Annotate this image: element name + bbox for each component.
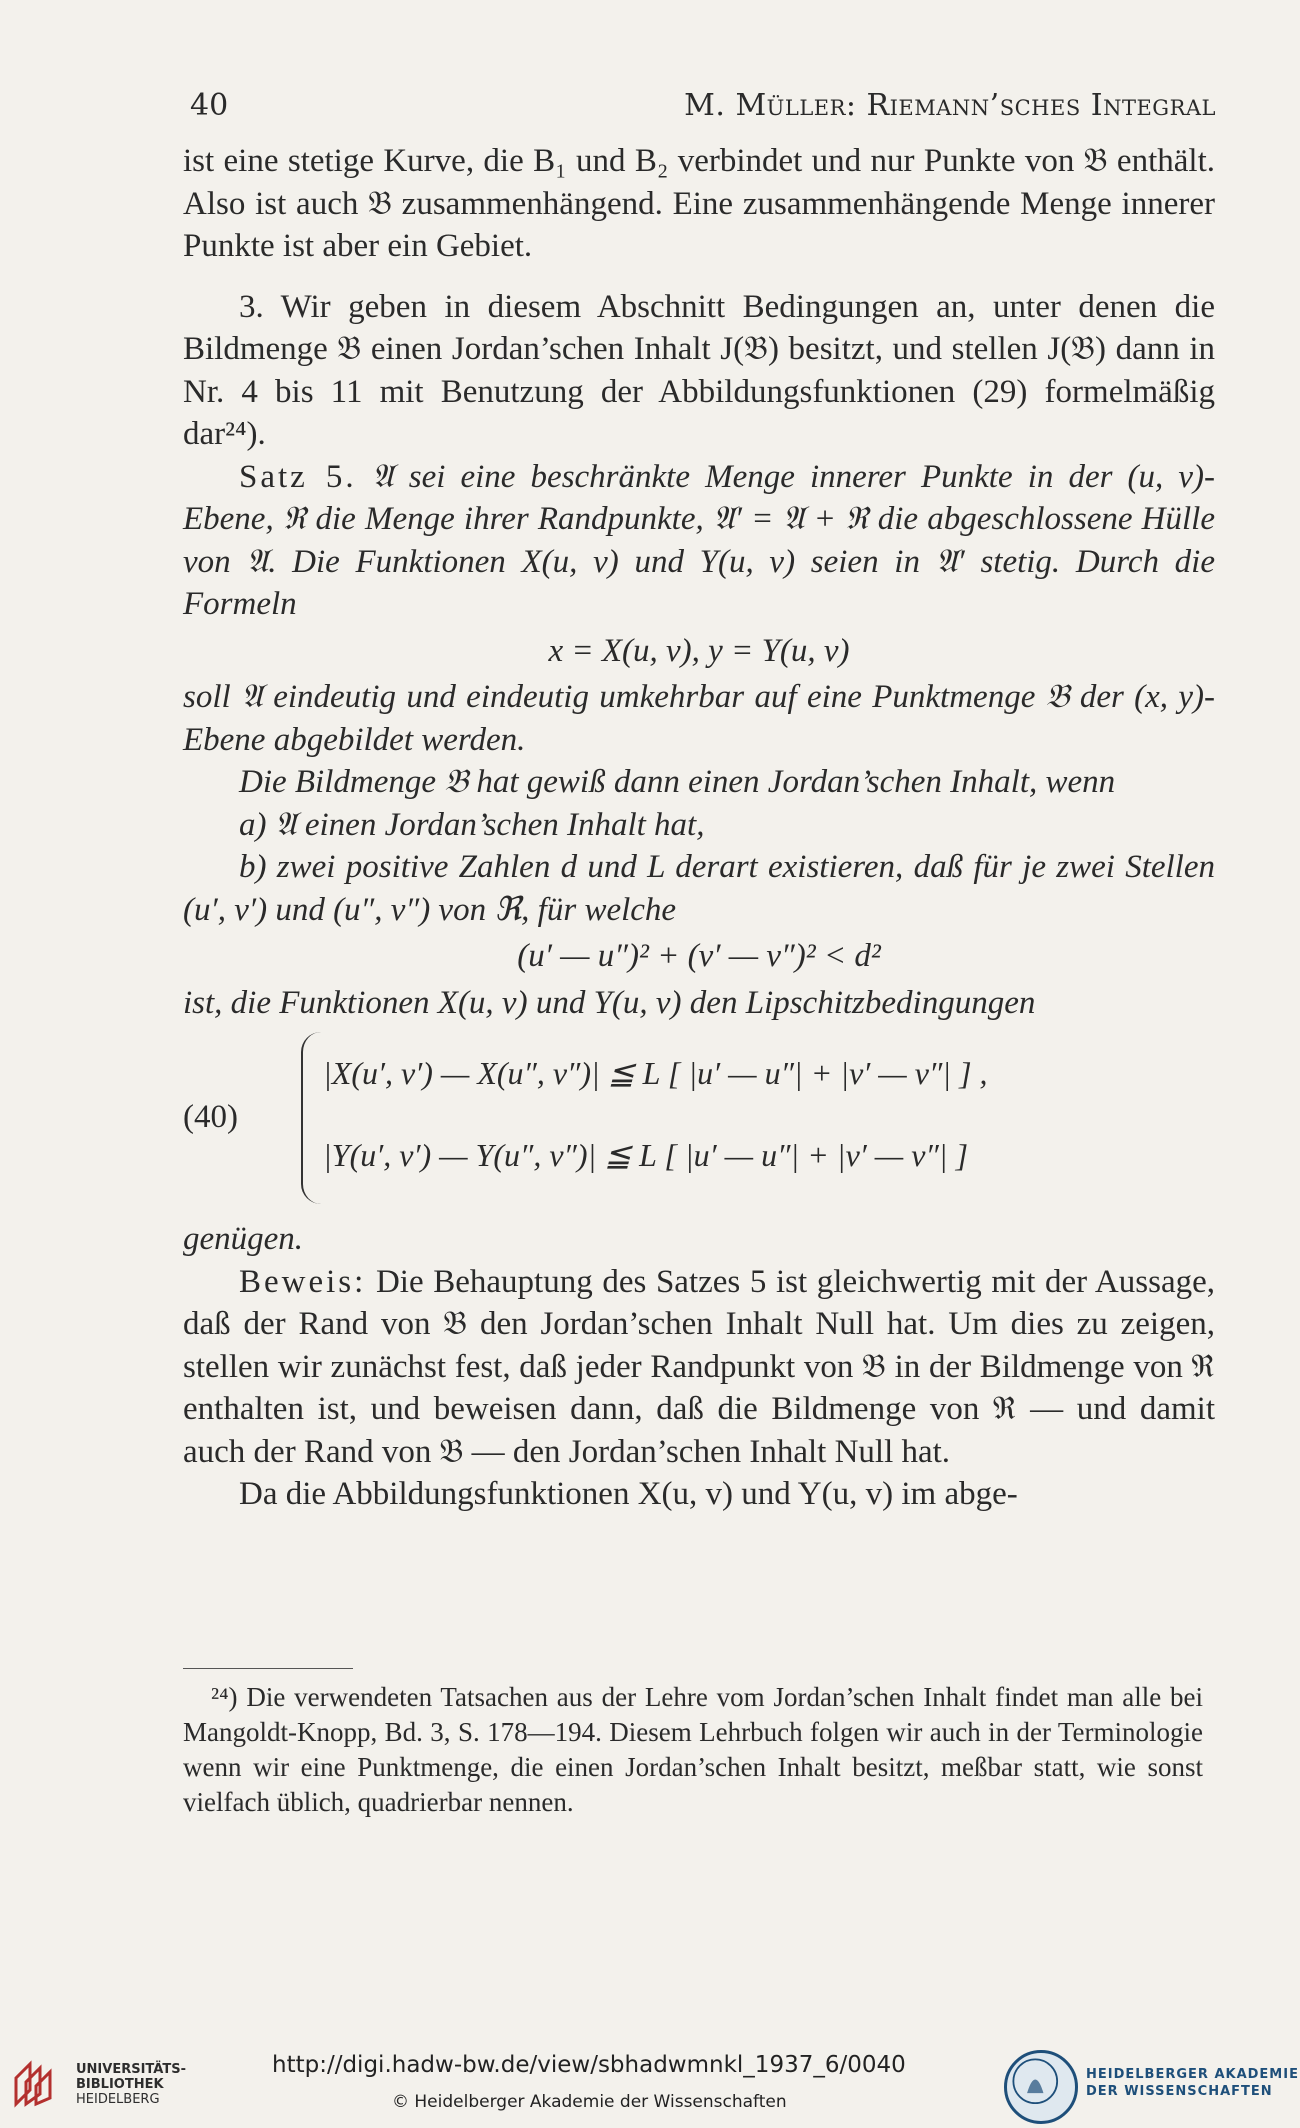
source-link[interactable]: http://digi.hadw-bw.de/view/sbhadwmnkl_1937_6/0040 <box>272 2052 906 2078</box>
paragraph: Da die Abbildungsfunktionen X(u, v) und Y(u, v) im abge- <box>239 1476 1018 1512</box>
academy-name: HEIDELBERGER AKADEMIE DER WISSENSCHAFTEN <box>1086 2067 1299 2099</box>
running-title: M. Müller: Riemann’sches Integral <box>684 88 1216 123</box>
page-number: 40 <box>190 88 229 123</box>
paragraph: genügen. <box>183 1221 304 1257</box>
formula: (u′ — u″)² + (v′ — v″)² < d² <box>517 938 881 974</box>
paragraph: ist eine stetige Kurve, die B₁ und B₂ verbindet und nur Punkte von 𝔅 enthält. Also ist auch 𝔅 zusammenhängend. Eine zusammenhängende Menge innerer Punkte ist aber ein Gebiet. <box>183 143 1215 264</box>
footer-bar <box>0 2040 1300 2128</box>
page-header <box>190 80 1216 128</box>
list-item: a) 𝔄 einen Jordan’schen Inhalt hat, <box>239 806 705 843</box>
theorem-text: 𝔄 sei eine beschränkte Menge innerer Punkte in der (u, v)-Ebene, ℜ die Menge ihrer Randpunkte, 𝔄′ = 𝔄 + ℜ die abgeschlossene Hülle von 𝔄. Die Funktionen X(u, v) und Y(u, v) seien in 𝔄′ stetig. Durch die Formeln <box>183 458 1215 622</box>
theorem <box>183 456 1215 626</box>
paragraph: 3. Wir geben in diesem Abschnitt Bedingungen an, unter denen die Bildmenge 𝔅 einen Jordan’schen Inhalt J(𝔅) besitzt, und stellen J(𝔅) dann in Nr. 4 bis 11 mit Benutzung der Abbildungsfunktionen (29) formelmäßig dar²⁴). <box>183 288 1215 452</box>
list-item: b) zwei positive Zahlen d und L derart existieren, daß für je zwei Stellen (u′, v′) und (u″, v″) von ℜ, für welche <box>183 849 1215 928</box>
footnote <box>183 1680 1203 1820</box>
library-name: UNIVERSITÄTS- BIBLIOTHEK HEIDELBERG <box>76 2062 186 2107</box>
formula: x = X(u, v), y = Y(u, v) <box>548 632 850 669</box>
equation-line: |Y(u′, v′) — Y(u″, v″)| ≦ L [ |u′ — u″| + |v′ — v″| ] <box>323 1137 969 1173</box>
equation-line: |X(u′, v′) — X(u″, v″)| ≦ L [ |u′ — u″| + |v′ — v″| ] , <box>323 1055 988 1091</box>
footnote-text: ²⁴) Die verwendeten Tatsachen aus der Lehre vom Jordan’schen Inhalt findet man alle bei Mangoldt-Knopp, Bd. 3, S. 178—194. Diesem Lehrbuch folgen wir auch in der Terminologie wenn wir eine Punktmenge, die einen Jordan’schen Inhalt besitzt, meßbar statt, wie sonst vielfach üblich, quadrierbar nennen. <box>183 1682 1203 1817</box>
paragraph: ist, die Funktionen X(u, v) und Y(u, v) den Lipschitzbedingungen <box>183 984 1036 1021</box>
equation-block <box>183 1032 1215 1212</box>
footnote-rule <box>183 1668 353 1669</box>
proof-label: Beweis: <box>239 1263 367 1300</box>
proof <box>183 1261 1215 1474</box>
paragraph: soll 𝔄 eindeutig und eindeutig umkehrbar auf eine Punktmenge 𝔅 der (x, y)-Ebene abgebildet werden. <box>183 679 1215 758</box>
academy-seal-icon <box>1004 2050 1078 2124</box>
main-text <box>183 140 1215 1516</box>
copyright-text: © Heidelberger Akademie der Wissenschaften <box>392 2092 787 2112</box>
proof-text: Die Behauptung des Satzes 5 ist gleichwertig mit der Aussage, daß der Rand von 𝔅 den Jordan’schen Inhalt Null hat. Um dies zu zeigen, stellen wir zunächst fest, daß jeder Randpunkt von 𝔅 in der Bildmenge von ℜ enthalten ist, und beweisen dann, daß die Bildmenge von ℜ — und damit auch der Rand von 𝔅 — den Jordan’schen Inhalt Null hat. <box>183 1263 1215 1470</box>
paragraph: Die Bildmenge 𝔅 hat gewiß dann einen Jordan’schen Inhalt, wenn <box>239 764 1116 800</box>
equation-number: (40) <box>183 1099 238 1135</box>
library-logo-icon <box>12 2058 64 2110</box>
theorem-label: Satz 5. <box>239 458 357 495</box>
